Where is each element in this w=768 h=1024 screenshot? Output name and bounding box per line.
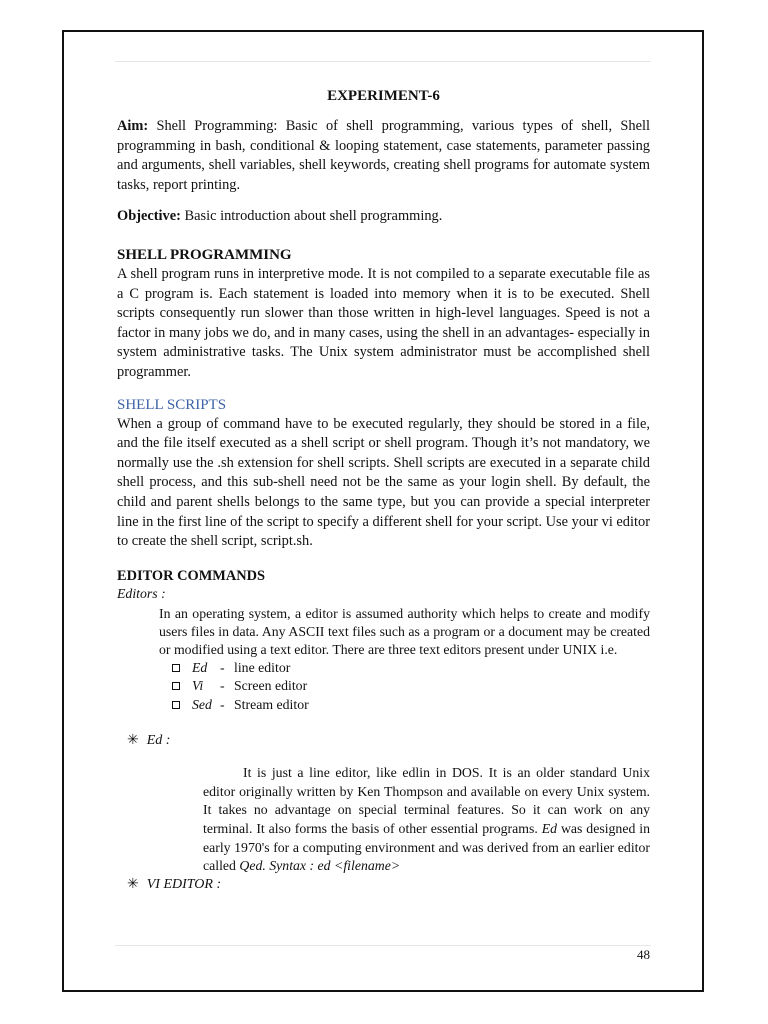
editors-text: In an operating system, a editor is assumed authority which helps to create and modify users files in data. Any ASCII text files such as a program or a document may be created or modified using a text editor. There are three text editors present under UNIX i.e. [159,605,650,657]
vi-editor-heading: ✳ VI EDITOR : [127,876,222,892]
objective-label: Objective: [117,208,181,225]
editor-commands-heading: EDITOR COMMANDS [117,567,266,584]
objective-paragraph [117,207,650,227]
objective-text: Basic introduction about shell programming. [180,208,443,225]
aim-text: Shell Programming: Basic of shell programming, various types of shell, Shell programming in bash, conditional & looping statement, case statements, parameter passing and arguments, shell variables, shell keywords, creating shell programs for automate system tasks, report printing. [117,118,650,193]
bullet-square-icon [172,701,180,709]
list-item: Ed - line editor [172,659,650,678]
editor-name: Sed [192,696,212,712]
page-number: 48 [637,947,650,962]
asterisk-bullet-icon: ✳ [127,876,139,892]
aim-paragraph [117,117,650,195]
editor-name: Ed [192,659,208,675]
aim-label: Aim: [117,118,149,134]
editor-desc: Stream editor [234,696,309,712]
ed-paragraph: It is just a line editor, like edlin in DOS. It is an older standard Unix editor originally written by Ken Thompson and available on every Unix system. It takes no advantage on special terminal features. So it can work on any terminal. It also forms the basis of other essential programs. Ed was designed in early 1970's for a computing environment and was derived from an earlier editor called Qed. Syntax : ed <filename> [203,765,650,874]
editor-desc: Screen editor [234,678,308,694]
bullet-square-icon [172,682,180,690]
shell-scripts-text: When a group of command have to be executed regularly, they should be stored in a file, and the file itself executed as a shell script or shell program. Though it’s not mandatory, we normally use the .sh extension for shell scripts. Shell scripts are executed in a separate child shell process, and this sub-shell need not be the same as your login shell. By default, the child and parent shells belongs to the same type, but you can provide a special interpreter line in the first line of the script to specify a different shell for your script. Use your vi editor to create the shell script, script.sh. [117,415,650,550]
list-item: Vi - Screen editor [172,677,650,696]
ed-heading: ✳ Ed : [127,733,171,749]
editor-name: Vi [192,678,204,694]
shell-programming-text: A shell program runs in interpretive mode. It is not compiled to a separate executable file as a C program is. Each statement is loaded into memory when it is to be executed. Shell scripts consequently run slower than those written in high-level languages. Speed is not a factor in many jobs we do, and in many cases, using the shell in an advantages- especially in system administrative tasks. The Unix system administrator must be accomplished shell programmer. [117,265,650,380]
list-item: Sed - Stream editor [172,696,650,715]
page-title: EXPERIMENT-6 [327,88,440,104]
asterisk-bullet-icon: ✳ [127,733,139,749]
shell-programming-heading: SHELL PROGRAMMING [117,246,292,263]
bullet-square-icon [172,664,180,672]
editors-label: Editors : [117,585,166,601]
editor-desc: line editor [234,659,291,675]
editor-list [117,659,650,715]
footer-rule [115,945,651,946]
document-body [117,88,650,894]
shell-scripts-heading: SHELL SCRIPTS [117,396,227,413]
header-rule [115,61,651,62]
